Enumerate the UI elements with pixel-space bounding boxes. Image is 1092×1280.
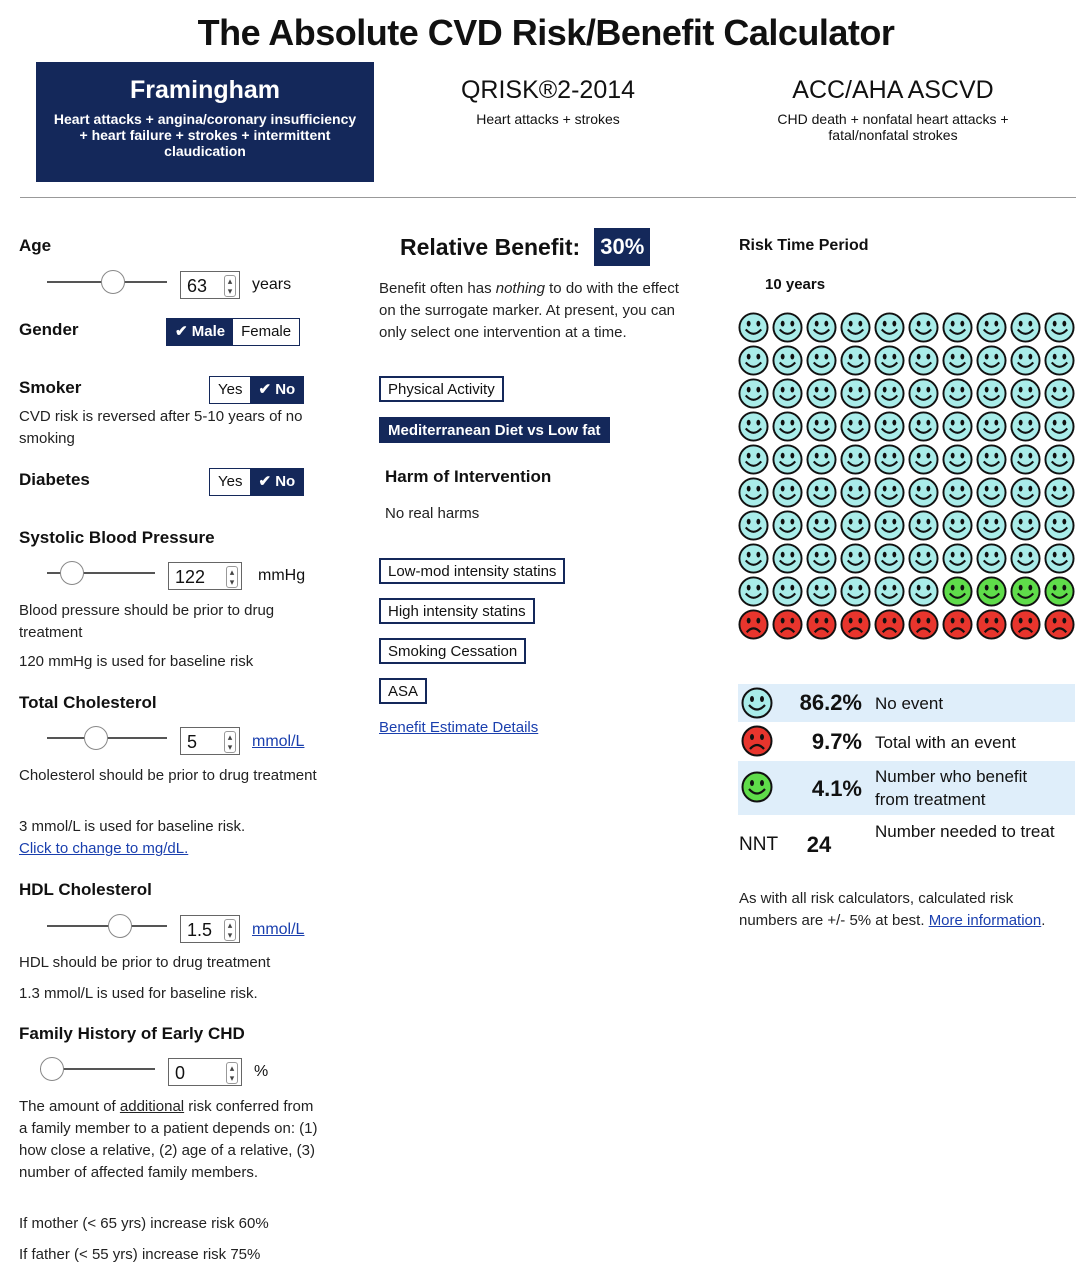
benefit-label: Number who benefit from treatment [875, 767, 1028, 809]
hdl-unit-link[interactable]: mmol/L [252, 921, 305, 938]
benefit-face-icon [1010, 576, 1041, 607]
smiley-face-icon [738, 477, 769, 508]
smiley-face-icon [738, 312, 769, 343]
smiley-face-icon [908, 411, 939, 442]
smiley-face-icon [738, 411, 769, 442]
smiley-face-icon [1010, 543, 1041, 574]
smiley-face-icon [874, 345, 905, 376]
smiley-face-icon [806, 378, 837, 409]
spinner-arrows-icon[interactable]: ▴ ▾ [226, 1062, 238, 1084]
smiley-face-icon [874, 444, 905, 475]
benefit-details-link[interactable]: Benefit Estimate Details [379, 719, 539, 736]
age-input[interactable] [180, 271, 240, 299]
sbp-note: Blood pressure should be prior to drug treatment [19, 602, 275, 641]
smiley-face-icon [942, 345, 973, 376]
smiley-face-icon [1044, 444, 1075, 475]
sbp-label: Systolic Blood Pressure [19, 528, 215, 547]
summary-nnt-row [738, 818, 1075, 872]
family-label: Family History of Early CHD [19, 1024, 245, 1043]
smiley-face-icon [806, 312, 837, 343]
model-desc: Heart attacks + angina/coronary insufficiency + heart failure + strokes + intermittent claudication [53, 111, 357, 159]
divider [20, 197, 1076, 198]
spinner-arrows-icon[interactable]: ▴ ▾ [224, 731, 236, 753]
model-name: Framingham [129, 76, 281, 104]
smiley-face-icon [1010, 477, 1041, 508]
frown-face-icon [1010, 609, 1041, 640]
smiley-face-icon [806, 444, 837, 475]
chol-baseline-note: 3 mmol/L is used for baseline risk. [19, 818, 246, 835]
smiley-face-icon [738, 543, 769, 574]
smoker-note: CVD risk is reversed after 5-10 years of no smoking [19, 408, 303, 447]
smiley-face-icon [908, 345, 939, 376]
smiley-face-icon [1044, 345, 1075, 376]
frown-face-icon [806, 609, 837, 640]
hdl-slider[interactable] [47, 914, 167, 938]
intervention-mediterranean-diet[interactable]: Mediterranean Diet vs Low fat [379, 417, 610, 443]
model-qrisk[interactable] [398, 62, 698, 182]
smiley-face-icon [738, 576, 769, 607]
smiley-face-icon [840, 345, 871, 376]
smiley-face-icon [806, 543, 837, 574]
model-acc-aha[interactable] [728, 62, 1058, 182]
smiley-face-icon [1044, 378, 1075, 409]
relative-benefit-note: Benefit often has nothing to do with the effect on the surrogate marker. At present, you can only select one intervention at a time. [379, 280, 679, 341]
family-mother-note: If mother (< 65 yrs) increase risk 60% [19, 1215, 269, 1232]
age-unit: years [252, 276, 292, 293]
smiley-face-icon [874, 477, 905, 508]
smiley-face-icon [806, 510, 837, 541]
smiley-face-icon [1044, 411, 1075, 442]
benefit-face-icon [976, 576, 1007, 607]
frown-icon [741, 725, 773, 757]
smoker-yes-option[interactable]: Yes [218, 381, 243, 398]
smiley-face-icon [976, 378, 1007, 409]
spinner-arrows-icon[interactable]: ▴ ▾ [224, 275, 236, 297]
model-desc: Heart attacks + strokes [476, 111, 620, 127]
sbp-baseline-note: 120 mmHg is used for baseline risk [19, 653, 254, 670]
smiley-face-icon [1044, 510, 1075, 541]
smoker-toggle[interactable] [209, 376, 304, 404]
smiley-face-icon [738, 510, 769, 541]
relative-benefit-value: 30% [594, 228, 650, 266]
event-percent: 9.7% [811, 729, 862, 754]
smiley-face-icon [840, 411, 871, 442]
smiley-face-icon [874, 510, 905, 541]
frown-face-icon [738, 609, 769, 640]
smiley-face-icon [840, 378, 871, 409]
smiley-face-icon [772, 510, 803, 541]
benefit-face-icon [942, 576, 973, 607]
intervention-high-statins[interactable]: High intensity statins [379, 598, 535, 624]
risk-period-label: Risk Time Period [739, 237, 869, 254]
sbp-slider[interactable] [47, 561, 155, 585]
nnt-label: NNT [739, 834, 779, 855]
frown-face-icon [874, 609, 905, 640]
frown-face-icon [908, 609, 939, 640]
family-father-note: If father (< 55 yrs) increase risk 75% [19, 1246, 261, 1263]
slider-knob[interactable] [108, 914, 132, 938]
smiley-face-icon [840, 444, 871, 475]
smiley-face-icon [806, 477, 837, 508]
page-title: The Absolute CVD Risk/Benefit Calculator [197, 12, 895, 53]
sbp-unit: mmHg [258, 567, 306, 584]
relative-benefit-label: Relative Benefit: [400, 233, 581, 260]
age-label: Age [19, 236, 52, 255]
smiley-face-icon [908, 510, 939, 541]
family-input[interactable] [168, 1058, 242, 1086]
family-note: The amount of additional risk conferred from a family member to a patient depends on: (1) how close a relative, (2) age of a relative, (3) number of affected family members. [19, 1098, 318, 1181]
smiley-face-icon [976, 345, 1007, 376]
sbp-input[interactable] [168, 562, 242, 590]
slider-knob[interactable] [101, 270, 125, 294]
smiley-face-icon [908, 378, 939, 409]
benefit-percent: 4.1% [811, 776, 862, 801]
smiley-face-icon [1044, 477, 1075, 508]
frown-face-icon [942, 609, 973, 640]
smiley-face-icon [874, 543, 905, 574]
smiley-face-icon [738, 345, 769, 376]
smiley-face-icon [1044, 543, 1075, 574]
harm-label: Harm of Intervention [385, 467, 552, 486]
family-value: 0 [175, 1063, 186, 1083]
smiley-face-icon [942, 378, 973, 409]
family-unit: % [254, 1063, 269, 1080]
smiley-face-icon [976, 510, 1007, 541]
smiley-face-icon [908, 444, 939, 475]
spinner-arrows-icon[interactable]: ▴ ▾ [224, 919, 236, 941]
smiley-face-icon [840, 510, 871, 541]
smiley-grid [738, 312, 1078, 644]
smiley-face-icon [772, 444, 803, 475]
chol-input[interactable] [180, 727, 240, 755]
chol-slider[interactable] [47, 726, 167, 750]
hdl-input[interactable] [180, 915, 240, 943]
spinner-arrows-icon[interactable]: ▴ ▾ [226, 566, 238, 588]
smiley-face-icon [1010, 444, 1041, 475]
smiley-face-icon [772, 576, 803, 607]
smiley-face-icon [1010, 510, 1041, 541]
accuracy-note: As with all risk calculators, calculated risk numbers are +/- 5% at best. More information. [739, 890, 1046, 929]
smiley-face-icon [874, 411, 905, 442]
slider-knob[interactable] [40, 1057, 64, 1081]
smiley-face-icon [942, 444, 973, 475]
frown-face-icon [976, 609, 1007, 640]
no-event-label: No event [875, 694, 944, 713]
smiley-face-icon [976, 411, 1007, 442]
smiley-face-icon [874, 576, 905, 607]
smiley-face-icon [840, 543, 871, 574]
diabetes-no-option[interactable]: ✔ No [250, 469, 303, 495]
smiley-face-icon [1010, 411, 1041, 442]
smiley-face-icon [942, 543, 973, 574]
smiley-face-icon [772, 345, 803, 376]
smiley-face-icon [840, 477, 871, 508]
hdl-label: HDL Cholesterol [19, 880, 152, 899]
smiley-face-icon [772, 312, 803, 343]
smiley-face-icon [772, 543, 803, 574]
smiley-face-icon [738, 444, 769, 475]
smiley-face-icon [942, 411, 973, 442]
age-value: 63 [187, 276, 208, 296]
smiley-face-icon [874, 378, 905, 409]
smiley-face-icon [908, 576, 939, 607]
intervention-physical-activity[interactable]: Physical Activity [379, 376, 504, 402]
smiley-icon [741, 687, 773, 719]
smiley-face-icon [738, 378, 769, 409]
hdl-baseline-note: 1.3 mmol/L is used for baseline risk. [19, 985, 258, 1002]
chol-unit-change-link[interactable]: Click to change to mg/dL. [19, 840, 189, 857]
intervention-low-mod-statins[interactable]: Low-mod intensity statins [379, 558, 565, 584]
smiley-face-icon [772, 477, 803, 508]
hdl-note: HDL should be prior to drug treatment [19, 954, 271, 971]
smiley-face-icon [942, 510, 973, 541]
smiley-face-icon [806, 345, 837, 376]
smiley-face-icon [840, 312, 871, 343]
summary-event-row [738, 722, 1075, 760]
gender-male-option[interactable]: ✔ Male [167, 319, 233, 345]
nnt-value: 24 [806, 832, 832, 857]
summary-no-event-row [738, 684, 1075, 722]
risk-period-value: 10 years [765, 276, 826, 293]
smiley-face-icon [976, 477, 1007, 508]
more-info-link[interactable]: More information [928, 912, 1042, 929]
harm-value: No real harms [385, 505, 480, 522]
smiley-face-icon [840, 576, 871, 607]
smiley-face-icon [1010, 312, 1041, 343]
benefit-face-icon [1044, 576, 1075, 607]
smiley-face-icon [1010, 378, 1041, 409]
model-name: QRISK®2-2014 [460, 76, 636, 104]
model-framingham[interactable] [36, 62, 374, 182]
model-name: ACC/AHA ASCVD [792, 76, 994, 104]
benefit-smiley-icon [741, 771, 773, 803]
gender-label: Gender [19, 320, 79, 339]
diabetes-toggle[interactable] [209, 468, 304, 496]
chol-unit-link[interactable]: mmol/L [252, 733, 305, 750]
smiley-face-icon [908, 312, 939, 343]
summary-benefit-row [738, 761, 1075, 815]
slider-knob[interactable] [60, 561, 84, 585]
smiley-face-icon [772, 411, 803, 442]
smoker-no-option[interactable]: ✔ No [250, 377, 303, 403]
smiley-face-icon [874, 312, 905, 343]
smiley-face-icon [806, 411, 837, 442]
family-slider[interactable] [40, 1057, 155, 1081]
gender-female-option[interactable]: Female [241, 323, 292, 340]
intervention-smoking-cessation[interactable]: Smoking Cessation [379, 638, 526, 664]
frown-face-icon [772, 609, 803, 640]
no-event-percent: 86.2% [799, 690, 862, 715]
diabetes-yes-option[interactable]: Yes [218, 473, 243, 490]
slider-knob[interactable] [84, 726, 108, 750]
smiley-face-icon [1044, 312, 1075, 343]
event-label: Total with an event [875, 733, 1016, 752]
hdl-value: 1.5 [187, 920, 213, 940]
gender-toggle[interactable] [166, 318, 300, 346]
smiley-face-icon [1010, 345, 1041, 376]
smiley-face-icon [976, 444, 1007, 475]
frown-face-icon [840, 609, 871, 640]
smiley-face-icon [942, 477, 973, 508]
smiley-face-icon [942, 312, 973, 343]
chol-note: Cholesterol should be prior to drug treatment [19, 767, 317, 784]
smiley-face-icon [772, 378, 803, 409]
chol-value: 5 [187, 732, 198, 752]
frown-face-icon [1044, 609, 1075, 640]
smiley-face-icon [908, 477, 939, 508]
intervention-asa[interactable]: ASA [379, 678, 427, 704]
smiley-face-icon [908, 543, 939, 574]
diabetes-label: Diabetes [19, 470, 90, 489]
age-slider[interactable] [47, 270, 167, 294]
chol-label: Total Cholesterol [19, 693, 157, 712]
model-desc: CHD death + nonfatal heart attacks + fatal/nonfatal strokes [777, 111, 1009, 143]
nnt-desc: Number needed to treat [875, 822, 1055, 841]
smiley-face-icon [976, 312, 1007, 343]
smiley-face-icon [806, 576, 837, 607]
smiley-face-icon [976, 543, 1007, 574]
relative-benefit-header [400, 228, 650, 266]
smoker-label: Smoker [19, 378, 82, 397]
sbp-value: 122 [175, 567, 206, 587]
